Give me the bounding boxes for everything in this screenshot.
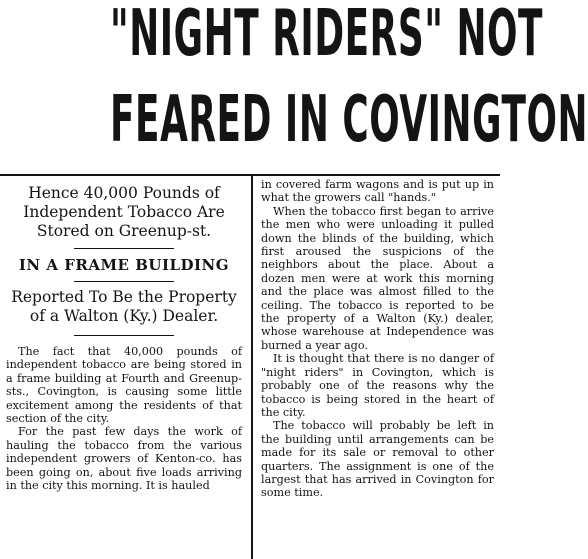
deck2-rule [74,335,174,336]
headline-line-1: "NIGHT RIDERS" NOT [110,0,544,71]
paragraph: For the past few days the work of hauling the tobacco from the various independent growers of Kenton-co. has been going on, about five loads arriving in the city this morning. It is hauled [6,425,242,493]
headline-line-2: FEARED IN COVINGTON [110,83,588,157]
right-body-text [255,178,500,500]
paragraph: The tobacco will probably be left in the building until arrangements can be made for its sale or removal to other quarters. The assignment is one of the largest that has arrived in Covington for some time. [261,419,494,500]
column-divider [251,176,253,559]
left-column [0,178,248,492]
story-subhead: IN A FRAME BUILDING [18,256,230,274]
headline-rule [0,174,500,176]
right-column [255,178,500,500]
subhead-rule [74,281,174,282]
paragraph: The fact that 40,000 pounds of independent tobacco are being stored in a frame building at Fourth and Greenup-sts., Covington, is causing some little excitement among the residents of that section of the city. [6,345,242,426]
paragraph: It is thought that there is no danger of "night riders" in Covington, which is probably one of the reasons why the tobacco is being stored in the heart of the city. [261,352,494,419]
story-deck-2: Reported To Be the Property of a Walton (Ky.) Dealer. [11,288,237,325]
deck-rule [74,248,174,249]
left-body-text [0,345,248,492]
paragraph: When the tobacco first began to arrive the men who were unloading it pulled down the blinds of the building, which first aroused the suspicions of the neighbors about the place. About a dozen men were at work this morning and the place was almost filled to the ceiling. The tobacco is reported to be the property of a Walton (Ky.) dealer, whose warehouse at Independence was burned a year ago. [261,204,494,352]
story-deck: Hence 40,000 Pounds of Independent Tobacco Are Stored on Greenup-st. [23,184,225,240]
paragraph: in covered farm wagons and is put up in what the growers call "hands." [261,178,494,205]
